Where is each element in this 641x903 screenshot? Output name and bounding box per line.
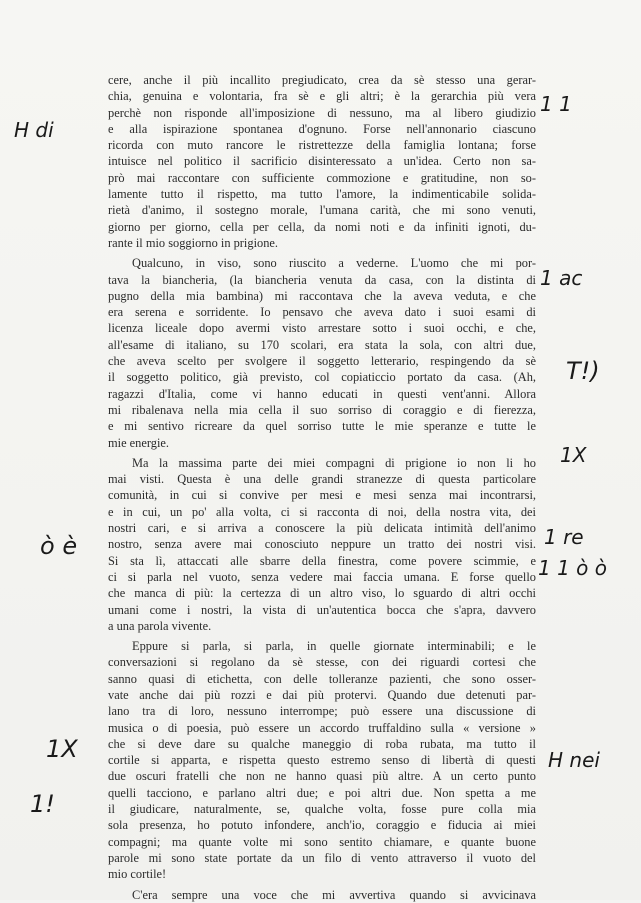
- text-line: perchè non risponde all'imposizione di nessuno, ma al libero giudizio: [108, 105, 536, 120]
- proof-mark-right: T!): [566, 357, 600, 385]
- text-line: era serena e sorridente. Io pensavo che aveva dato i suoi esami di: [108, 305, 536, 320]
- text-line: Qualcuno, in viso, sono riuscito a vederne. L'uomo che mi por-: [132, 256, 536, 271]
- paragraph-3: [108, 455, 536, 634]
- paragraph-5: [108, 887, 536, 903]
- text-line: vate anche dai più rozzi e dai più protervi. Quando due detenuti par-: [108, 687, 536, 702]
- text-line: nostro, senza avere mai conosciuto neppure un tratto dei nostri visi.: [108, 537, 536, 552]
- text-line: tava la biancheria, (la biancheria venuta da casa, con la distinta di: [108, 272, 536, 287]
- text-line: che si deve dare su qualche maneggio di roba rubata, ma tutto il: [108, 736, 536, 751]
- text-line: a una parola vivente.: [108, 618, 212, 633]
- text-line: Ma la massima parte dei miei compagni di prigione io non li ho: [132, 455, 536, 470]
- text-line: il soggetto politico, già previsto, col copiaticcio portato da casa. (Ah,: [108, 370, 536, 385]
- text-line: mio cortile!: [108, 867, 167, 882]
- text-line: umani come i nostri, la vista di un'autentica bocca che s'apra, davvero: [108, 602, 536, 617]
- text-line: intuisce nel politico il sacrificio disinteressato a un'idea. Certo non sa-: [108, 154, 536, 169]
- text-line: quelli tacciono, e parlano altri due; e poi altri due. Non spetta a me: [108, 785, 536, 800]
- text-line: e in cui, un po' alla volta, ci si racconta di noi, della nostra vita, dei: [108, 504, 536, 519]
- text-line: due oscuri fratelli che non ne hanno quasi più altre. A un certo punto: [108, 769, 536, 784]
- text-line: e alla ispirazione spontanea d'ognuno. Forse nell'annonario ciascuno: [108, 121, 536, 136]
- text-line: mi ribalenava nella mia cella il suo sorriso di coraggio e di fierezza,: [108, 402, 536, 417]
- text-line: nostri cari, e si arriva a conoscere la più delicata intimità dell'animo: [108, 521, 536, 536]
- text-line: sola presenza, ho potuto infondere, anch'io, coraggio e fiducia ai miei: [108, 818, 536, 833]
- text-line: il giudicare, naturalmente, se, qualche volta, fosse pure colla mia: [108, 802, 536, 817]
- text-line: all'esame di italiano, su 170 scolari, era stata la sola, con altri due,: [108, 337, 536, 352]
- text-line: lano tra di loro, nessuno interrompe; può essere una discussione di: [108, 704, 536, 719]
- proof-mark-right: H nei: [548, 748, 600, 772]
- paragraph-2: [108, 255, 536, 451]
- proof-mark-right: 1 ac: [540, 266, 583, 290]
- text-line: comunità, in cui si convive per mesi e mesi senza mai incontrarsi,: [108, 488, 536, 503]
- proof-mark-left: ò è: [40, 532, 78, 560]
- text-line: chia, genuina e volontaria, fra sè e gli altri; è la gerarchia più vera: [108, 89, 536, 104]
- text-line: giorno per giorno, cella per cella, da nomi noti e da infiniti ignoti, du-: [108, 219, 536, 234]
- proof-mark-right: 1 1: [540, 92, 572, 116]
- body-text: [108, 72, 536, 903]
- proof-mark-left: 1X: [46, 735, 78, 763]
- text-line: prò mai raccontare con sufficiente commozione e gratitudine, non so-: [108, 170, 536, 185]
- text-line: ricorda con muto rancore le ristrettezze della famiglia lontana; forse: [108, 138, 536, 153]
- text-line: Si sta lì, attaccati alle sbarre della finestra, come povere scimmie, e: [108, 553, 536, 568]
- text-line: ragazzi d'Italia, come vi hanno educati in questi vent'anni. Allora: [108, 386, 536, 401]
- text-line: ci si parla nel vuoto, senza vedere mai faccia umana. E forse quello: [108, 569, 536, 584]
- text-line: mai visti. Questa è una delle grandi stranezze di questa particolare: [108, 472, 536, 487]
- proof-mark-right: 1 1 ò ò: [538, 556, 607, 580]
- text-line: licenza liceale dopo avermi visto arrestare sotto i suoi occhi, e che,: [108, 321, 536, 336]
- proof-mark-right: 1X: [560, 443, 587, 467]
- text-line: Eppure si parla, si parla, in quelle giornate interminabili; e le: [132, 639, 536, 654]
- text-line: mie energie.: [108, 435, 170, 450]
- proof-mark-left: 1!: [30, 790, 55, 818]
- text-line: musica o di poesia, può essere un accordo truffaldino sulla « versione »: [108, 720, 536, 735]
- paragraph-1: [108, 72, 536, 251]
- paragraph-4: [108, 638, 536, 882]
- text-line: rietà d'animo, il sostegno morale, l'umana carità, che mi sono venuti,: [108, 203, 536, 218]
- text-line: pugno della mia bambina) mi raccontava che la aveva veduta, e che: [108, 288, 536, 303]
- proof-mark-left: H di: [14, 118, 54, 142]
- text-line: che aveva scelto per svolgere il soggetto letterario, respingendo da sè: [108, 354, 536, 369]
- text-line: cortile si apparta, e rispetta questo estremo senso di libertà di questi: [108, 753, 536, 768]
- text-line: lamente tutto il rispetto, ma tutto l'amore, la indimenticabile solida-: [108, 187, 536, 202]
- proof-mark-right: 1 re: [544, 525, 584, 549]
- text-line: C'era sempre una voce che mi avvertiva quando si avvicinava: [132, 887, 536, 902]
- text-line: rante il mio soggiorno in prigione.: [108, 235, 279, 250]
- text-line: compagni; ma quante volte mi sono sentito chiamare, e quante buone: [108, 834, 536, 849]
- text-line: che manca di più: la certezza di un altro viso, lo sguardo di altri occhi: [108, 586, 536, 601]
- text-line: conversazioni si regolano da sè stesse, con dei riguardi cortesi che: [108, 655, 536, 670]
- text-line: parole mi sono state portate da un filo di vento attraverso il vuoto del: [108, 850, 536, 865]
- text-line: cere, anche il più incallito pregiudicato, crea da sè stesso una gerar-: [108, 73, 536, 87]
- text-line: sanno quasi di etichetta, con delle tolleranze pazienti, che sono osser-: [108, 671, 536, 686]
- text-line: e mi sentivo ricreare da quel sorriso tutte le mie speranze e tutte le: [108, 419, 536, 434]
